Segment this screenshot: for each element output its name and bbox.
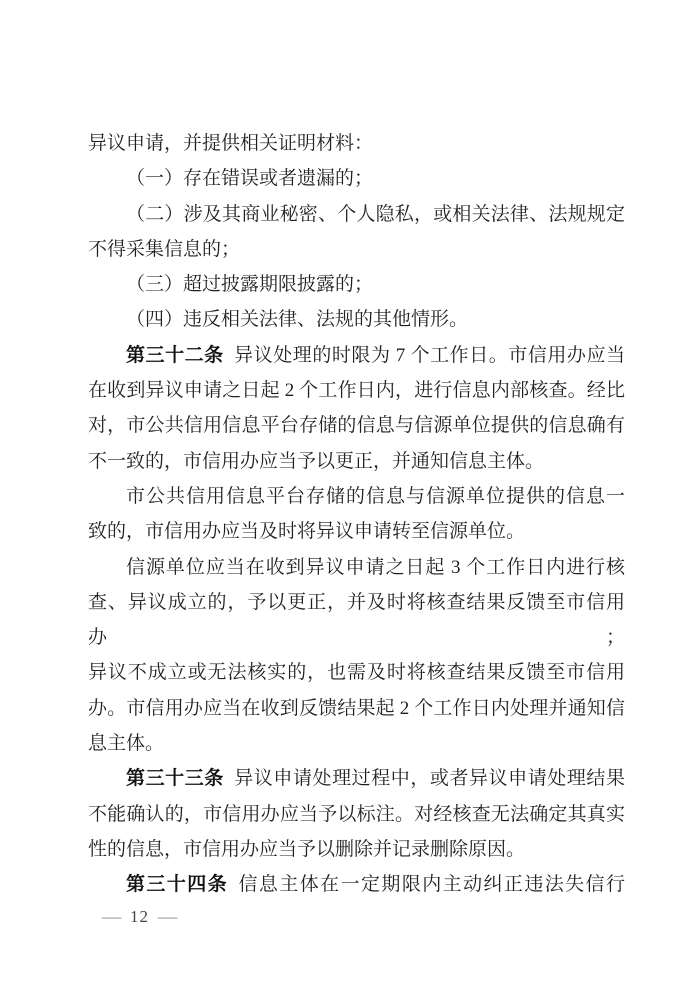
text-line: 异议申请，并提供相关证明材料：	[88, 133, 374, 154]
text-line: 不一致的，市信用办应当予以更正，并通知信息主体。	[88, 450, 545, 472]
text-line: （一）存在错误或者遗漏的；	[126, 168, 374, 190]
document-body	[88, 126, 625, 903]
text-line: 第三十四条 信息主体在一定期限内主动纠正违法失信行	[126, 874, 625, 896]
text-line: 息主体。	[88, 733, 165, 755]
text-line: 办。市信用办应当在收到反馈结果起 2 个工作日内处理并通知信	[88, 697, 625, 719]
clause-number: 第三十二条	[126, 344, 224, 366]
text-line: 不能确认的，市信用办应当予以标注。对经核查无法确定其真实	[88, 803, 625, 825]
footer-right-dash: —	[157, 907, 178, 926]
text-line: 不得采集信息的；	[88, 238, 241, 260]
clause-number: 第三十三条	[126, 768, 224, 790]
text-line: 致的，市信用办应当及时将异议申请转至信源单位。	[88, 521, 526, 543]
text-line: 市公共信用信息平台存储的信息与信源单位提供的信息一	[126, 485, 625, 507]
footer-left-dash: —	[101, 907, 122, 926]
text-line: 对，市公共信用信息平台存储的信息与信源单位提供的信息确有	[88, 415, 625, 437]
text-line: 第三十三条 异议申请处理过程中，或者异议申请处理结果	[126, 768, 625, 790]
text-line: 第三十二条 异议处理的时限为 7 个工作日。市信用办应当	[126, 344, 625, 366]
text-line: 在收到异议申请之日起 2 个工作日内，进行信息内部核查。经比	[88, 380, 625, 402]
text-line: 查、异议成立的，予以更正，并及时将核查结果反馈至市信用办；	[88, 591, 625, 649]
text-line: 异议不成立或无法核实的，也需及时将核查结果反馈至市信用	[88, 662, 625, 684]
text-line: （四）违反相关法律、法规的其他情形。	[126, 309, 469, 331]
text-line: 信源单位应当在收到异议申请之日起 3 个工作日内进行核	[126, 556, 625, 578]
text-line: （三）超过披露期限披露的；	[126, 274, 374, 296]
text-line: 性的信息，市信用办应当予以删除并记录删除原因。	[88, 838, 526, 860]
clause-number: 第三十四条	[126, 874, 229, 896]
page-number-footer	[103, 905, 176, 929]
page-number: 12	[130, 907, 149, 926]
text-line: （二）涉及其商业秘密、个人隐私，或相关法律、法规规定	[126, 203, 625, 225]
